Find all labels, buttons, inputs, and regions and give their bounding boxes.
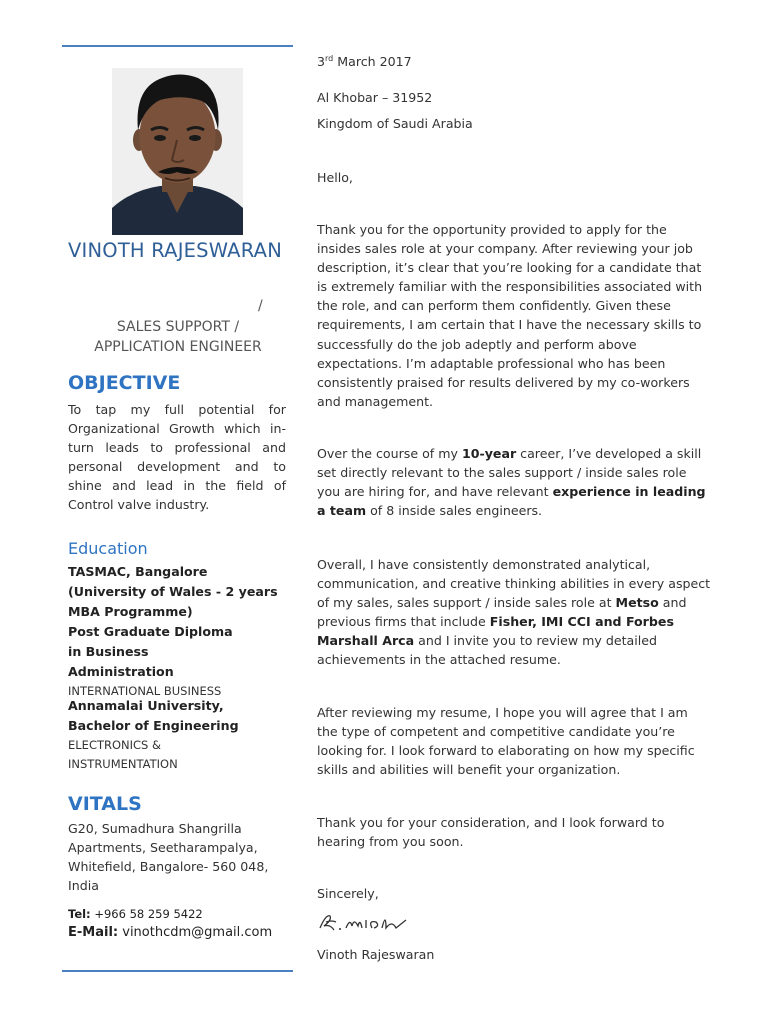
education-degree: Post Graduate Diploma in Business Administration xyxy=(68,624,233,679)
address: G20, Sumadhura Shangrilla Apartments, Seetharampalya, Whitefield, Bangalore- 560 048, India xyxy=(68,821,269,893)
text-run: career, I’ve developed a skill set directly relevant to the sales support / inside sales role you are hiring for, and have relevant xyxy=(317,446,702,500)
email-label: E-Mail: xyxy=(68,925,119,940)
letter-paragraph-3 xyxy=(317,555,712,670)
text-emphasis: Fisher, IMI CCI and Forbes Marshall Arca xyxy=(317,614,674,649)
education-degree: Bachelor of Engineering xyxy=(68,718,239,733)
education-heading: Education xyxy=(68,539,148,558)
person-portrait-icon xyxy=(112,68,243,235)
letter-greeting: Hello, xyxy=(317,170,353,185)
letter-city: Al Khobar – 31952 xyxy=(317,90,433,105)
text-run: of 8 inside sales engineers. xyxy=(366,503,543,519)
letter-paragraph-4: After reviewing my resume, I hope you will agree that I am the type of competent and competitive candidate you’re looking for. I look forward to elaborating on how my specific skills and abilities will benefit your organization. xyxy=(317,705,695,778)
phone xyxy=(68,907,203,921)
phone-value: +966 58 259 5422 xyxy=(94,907,203,921)
education-institution: Annamalai University, xyxy=(68,698,224,713)
letter-closing: Sincerely, xyxy=(317,886,379,901)
bottom-rule xyxy=(62,970,293,972)
email xyxy=(68,925,272,940)
text-emphasis: experience in leading a team xyxy=(317,484,706,519)
text-run: Overall, I have consistently demonstrated analytical, communication, and creative thinking abilities in every aspect of my sales, sales support / inside sales role at xyxy=(317,557,711,611)
vitals-heading: VITALS xyxy=(68,793,142,815)
role-line: SALES SUPPORT / xyxy=(116,319,240,335)
text-emphasis: 10-year xyxy=(461,446,517,461)
education-specialization: INSTRUMENTATION xyxy=(68,757,178,771)
education-specialization: ELECTRONICS & xyxy=(68,738,161,752)
objective-heading: OBJECTIVE xyxy=(68,372,181,394)
role-line: APPLICATION ENGINEER xyxy=(94,339,262,355)
role-slash: / xyxy=(258,298,263,314)
education-entry xyxy=(68,562,293,701)
date-day: 3 xyxy=(317,54,326,70)
letter-signer: Vinoth Rajeswaran xyxy=(317,947,435,962)
objective-text: To tap my full potential for Organizational Growth which in-turn leads to professional and personal development and to shine and lead in the field of Control valve industry. xyxy=(68,402,286,512)
letter-paragraph-1: Thank you for the opportunity provided to apply for the insides sales role at your company. After reviewing your job description, it’s clear that you’re looking for a candidate that is extremely familiar with the responsibilities associated with the role, and can perform them confidently. Given these requirements, I am certain that I have the necessary skills to successfully do the job adeptly and perform above expectations. I’m adaptable professional who has been consistently praised for results delivered by my co-workers and management. xyxy=(317,222,703,409)
letter-date xyxy=(317,49,712,71)
date-rest: March 2017 xyxy=(333,54,412,70)
text-emphasis: Metso xyxy=(615,595,659,611)
email-value[interactable]: vinothcdm@gmail.com xyxy=(122,925,273,940)
letter-country: Kingdom of Saudi Arabia xyxy=(317,116,473,131)
education-specialization: INTERNATIONAL BUSINESS xyxy=(68,684,222,698)
letter-paragraph-2 xyxy=(317,444,712,520)
candidate-role xyxy=(68,317,288,357)
education-program: (University of Wales - 2 years MBA Programme) xyxy=(68,584,278,619)
education-entry xyxy=(68,696,293,774)
signature-icon xyxy=(316,906,412,936)
profile-photo xyxy=(112,68,243,235)
candidate-name: VINOTH RAJESWARAN xyxy=(68,239,282,262)
text-run: and I invite you to review my detailed achievements in the attached resume. xyxy=(317,633,657,668)
text-run: and previous firms that include xyxy=(317,595,687,630)
date-suffix: rd xyxy=(325,54,334,63)
text-run: Over the course of my xyxy=(317,446,462,461)
letter-paragraph-5: Thank you for your consideration, and I look forward to hearing from you soon. xyxy=(317,815,665,850)
education-institution: TASMAC, Bangalore xyxy=(68,564,208,579)
phone-label: Tel: xyxy=(68,907,91,921)
top-rule xyxy=(62,45,293,47)
